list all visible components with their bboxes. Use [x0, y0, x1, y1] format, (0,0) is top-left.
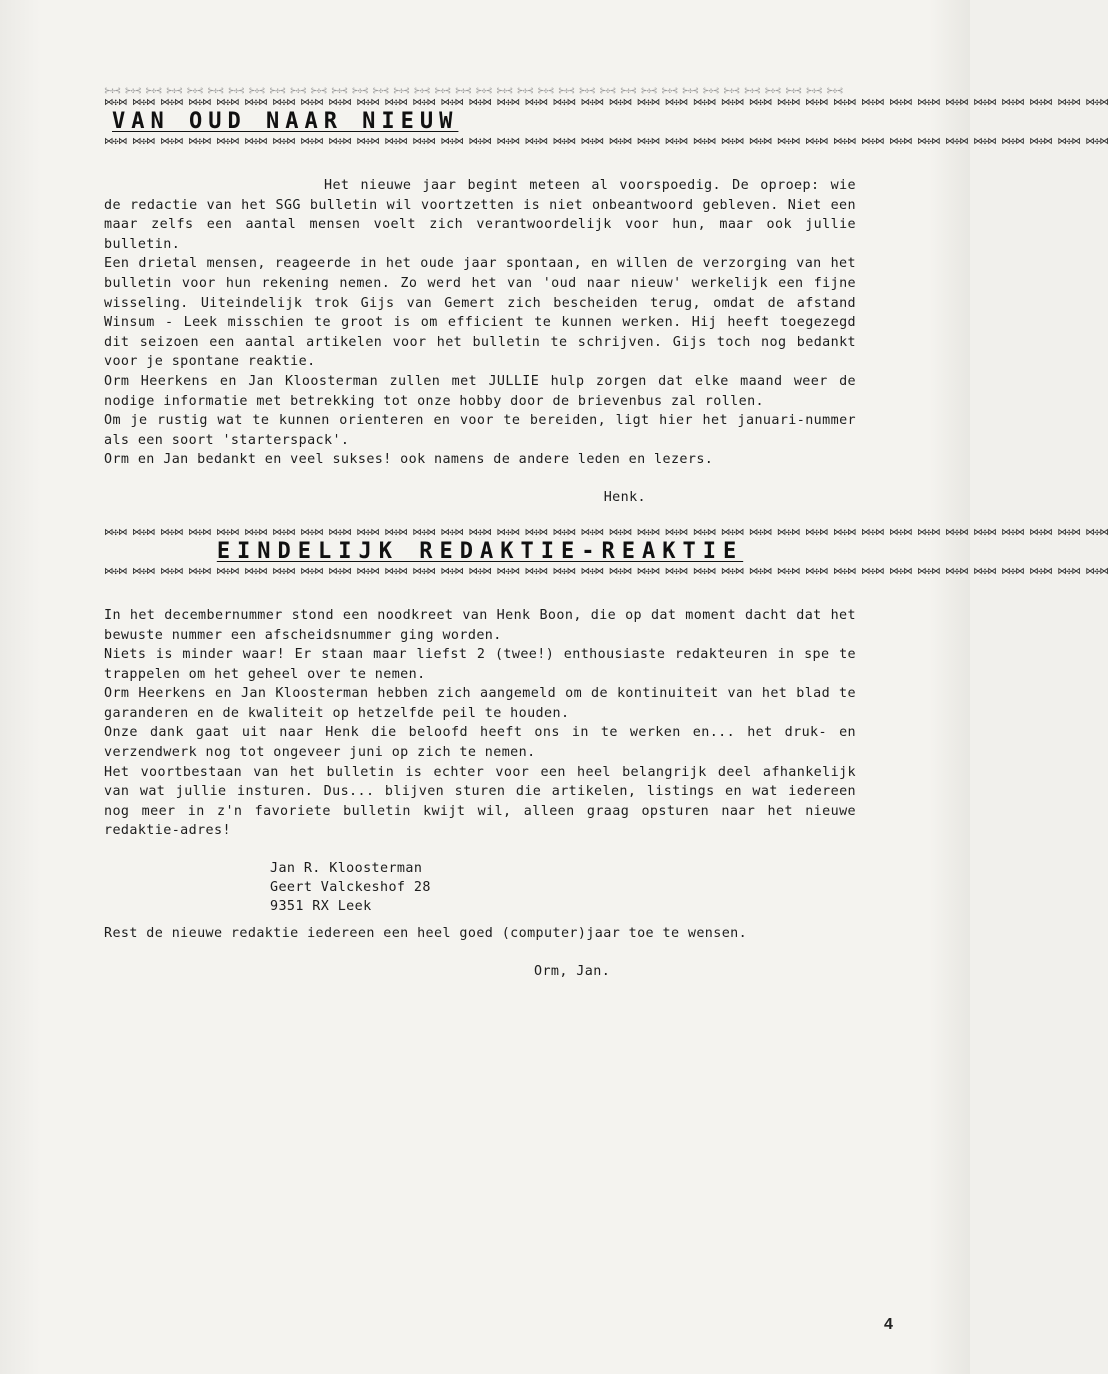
article1-paragraph: Het nieuwe jaar begint meteen al voorspoedig. De oproep: wie de redactie van het SGG bulletin wil voortzetten is niet onbeantwoord gebleven. Niet een maar zelfs een aantal mensen voelt zich verantwoordelijk voor hun, maar ook jullie bulletin.: [104, 178, 856, 252]
article2-paragraph: In het decembernummer stond een noodkreet van Henk Boon, die op dat moment dacht dat het bewuste nummer een afscheidsnummer ging worden.: [104, 607, 856, 643]
page-number: 4: [884, 1316, 893, 1333]
article1-paragraph: Orm en Jan bedankt en veel sukses! ook namens de andere leden en lezers.: [104, 452, 714, 468]
article2-paragraph: Orm Heerkens en Jan Kloosterman hebben zich aangemeld om de kontinuiteit van het blad te garanderen en de kwaliteit op hetzelfde peil te houden.: [104, 686, 856, 721]
article1-signature: Henk.: [603, 489, 646, 505]
decorative-border-top: ⋈✣⋈ ⋈✣⋈ ⋈✣⋈ ⋈✣⋈ ⋈✣⋈ ⋈✣⋈ ⋈✣⋈ ⋈✣⋈ ⋈✣⋈ ⋈✣⋈ ⋈✣⋈ ⋈✣⋈ ⋈✣⋈ ⋈✣⋈ ⋈✣⋈ ⋈✣⋈ ⋈✣⋈ ⋈✣⋈ ⋈✣⋈ ⋈✣⋈ ⋈✣⋈ ⋈✣⋈ ⋈✣⋈ ⋈✣⋈ ⋈✣⋈ ⋈✣⋈ ⋈✣⋈ ⋈✣⋈ ⋈✣⋈ ⋈✣⋈ ⋈✣⋈ ⋈✣⋈ ⋈✣⋈ ⋈✣⋈ ⋈✣⋈ ⋈✣⋈: [104, 526, 1108, 538]
article2-paragraph: Onze dank gaat uit naar Henk die beloofd heeft ons in te werken en... het druk- en verzendwerk nog tot ongeveer juni op zich te nemen.: [104, 725, 856, 761]
address-name: Jan R. Kloosterman: [270, 861, 423, 877]
article-title-eindelijk-redaktie-reaktie: EINDELIJK REDAKTIE-REAKTIE: [216, 538, 744, 564]
article1-paragraph: Om je rustig wat te kunnen orienteren en voor te bereiden, ligt hier het januari-nummer als een soort 'starterspack'.: [104, 413, 856, 448]
article-title-van-oud-naar-nieuw: VAN OUD NAAR NIEUW: [112, 109, 459, 134]
decorative-border-top: ⋈✣⋈ ⋈✣⋈ ⋈✣⋈ ⋈✣⋈ ⋈✣⋈ ⋈✣⋈ ⋈✣⋈ ⋈✣⋈ ⋈✣⋈ ⋈✣⋈ ⋈✣⋈ ⋈✣⋈ ⋈✣⋈ ⋈✣⋈ ⋈✣⋈ ⋈✣⋈ ⋈✣⋈ ⋈✣⋈ ⋈✣⋈ ⋈✣⋈ ⋈✣⋈ ⋈✣⋈ ⋈✣⋈ ⋈✣⋈ ⋈✣⋈ ⋈✣⋈ ⋈✣⋈ ⋈✣⋈ ⋈✣⋈ ⋈✣⋈ ⋈✣⋈ ⋈✣⋈ ⋈✣⋈ ⋈✣⋈ ⋈✣⋈ ⋈✣⋈: [104, 97, 1108, 108]
article2-signature: Orm, Jan.: [534, 963, 611, 979]
article2-paragraph: Het voortbestaan van het bulletin is echter voor een heel belangrijk deel afhankelijk van wat jullie insturen. Dus... blijven sturen die artikelen, listings en wat iedereen nog meer in z'n favoriete bulletin kwijt wil, alleen graag opsturen naar het nieuwe redaktie-adres!: [104, 764, 856, 839]
article1-paragraph: Een drietal mensen, reageerde in het oude jaar spontaan, en willen de verzorging van het bulletin voor hun rekening nemen. Zo werd het van 'oud naar nieuw' werkelijk een fijne wisseling. Uiteindelijk trok Gijs van Gemert zich bescheiden terug, omdat de afstand Winsum - Leek misschien te groot is om efficient te kunnen werken. Hij heeft toegezegd dit seizoen een aantal artikelen voor het bulletin te schrijven. Gijs toch nog bedankt voor je spontane reaktie.: [104, 256, 856, 370]
decorative-border-faint: ⊱✣⊰ ⊱✣⊰ ⊱✣⊰ ⊱✣⊰ ⊱✣⊰ ⊱✣⊰ ⊱✣⊰ ⊱✣⊰ ⊱✣⊰ ⊱✣⊰ ⊱✣⊰ ⊱✣⊰ ⊱✣⊰ ⊱✣⊰ ⊱✣⊰ ⊱✣⊰ ⊱✣⊰ ⊱✣⊰ ⊱✣⊰ ⊱✣⊰ ⊱✣⊰ ⊱✣⊰ ⊱✣⊰ ⊱✣⊰ ⊱✣⊰ ⊱✣⊰ ⊱✣⊰ ⊱✣⊰ ⊱✣⊰ ⊱✣⊰ ⊱✣⊰ ⊱✣⊰ ⊱✣⊰ ⊱✣⊰ ⊱✣⊰ ⊱✣⊰: [104, 86, 843, 95]
article2-paragraph: Niets is minder waar! Er staan maar liefst 2 (twee!) enthousiaste redakteuren in spe te trappelen om het geheel over te nemen.: [104, 647, 856, 682]
article1-paragraph: Orm Heerkens en Jan Kloosterman zullen met JULLIE hulp zorgen dat elke maand weer de nodige informatie met betrekking tot onze hobby door de brievenbus zal rollen.: [104, 373, 856, 409]
decorative-border-bottom: ⋈✣⋈ ⋈✣⋈ ⋈✣⋈ ⋈✣⋈ ⋈✣⋈ ⋈✣⋈ ⋈✣⋈ ⋈✣⋈ ⋈✣⋈ ⋈✣⋈ ⋈✣⋈ ⋈✣⋈ ⋈✣⋈ ⋈✣⋈ ⋈✣⋈ ⋈✣⋈ ⋈✣⋈ ⋈✣⋈ ⋈✣⋈ ⋈✣⋈ ⋈✣⋈ ⋈✣⋈ ⋈✣⋈ ⋈✣⋈ ⋈✣⋈ ⋈✣⋈ ⋈✣⋈ ⋈✣⋈ ⋈✣⋈ ⋈✣⋈ ⋈✣⋈ ⋈✣⋈ ⋈✣⋈ ⋈✣⋈ ⋈✣⋈ ⋈✣⋈: [104, 136, 1108, 147]
decorative-border-bottom: ⋈✣⋈ ⋈✣⋈ ⋈✣⋈ ⋈✣⋈ ⋈✣⋈ ⋈✣⋈ ⋈✣⋈ ⋈✣⋈ ⋈✣⋈ ⋈✣⋈ ⋈✣⋈ ⋈✣⋈ ⋈✣⋈ ⋈✣⋈ ⋈✣⋈ ⋈✣⋈ ⋈✣⋈ ⋈✣⋈ ⋈✣⋈ ⋈✣⋈ ⋈✣⋈ ⋈✣⋈ ⋈✣⋈ ⋈✣⋈ ⋈✣⋈ ⋈✣⋈ ⋈✣⋈ ⋈✣⋈ ⋈✣⋈ ⋈✣⋈ ⋈✣⋈ ⋈✣⋈ ⋈✣⋈ ⋈✣⋈ ⋈✣⋈ ⋈✣⋈: [104, 565, 1108, 577]
closing-wish: Rest de nieuwe redaktie iedereen een heel goed (computer)jaar toe te wensen.: [104, 926, 748, 942]
redaktie-address: [104, 859, 856, 916]
address-city: 9351 RX Leek: [270, 899, 372, 915]
page-content: [104, 86, 1108, 982]
address-street: Geert Valckeshof 28: [270, 880, 431, 896]
